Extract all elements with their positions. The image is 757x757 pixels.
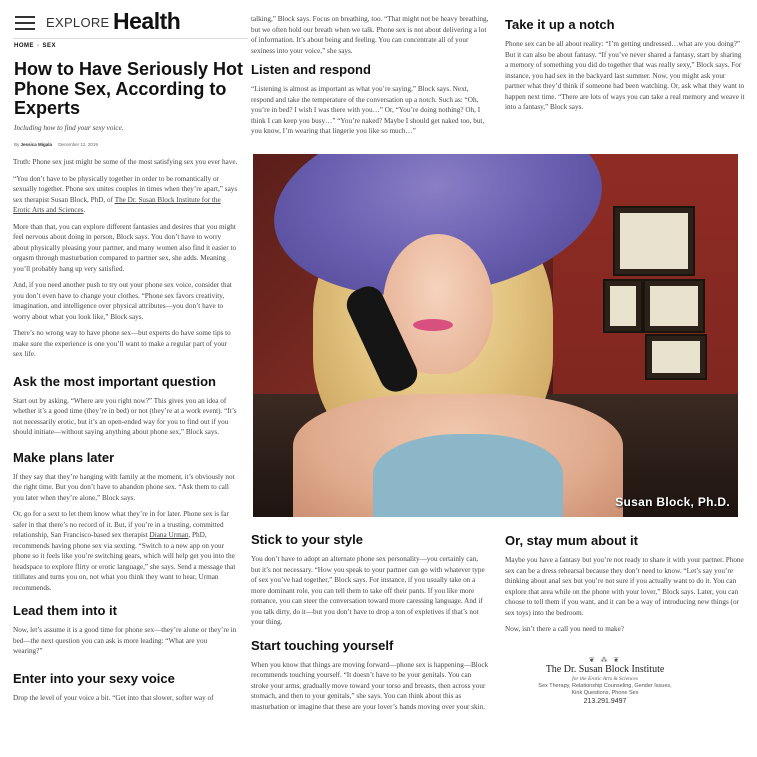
institute-services: Sex Therapy, Relationship Counseling, Gender Issues, — [538, 683, 672, 689]
paragraph: Or, go for a sext to let them know what they’re in for later. Phone sex is far safer in that there’s no record of it. But, if you’re in a trusting, committed relationship, San Francisco-based sex therapist Diana Urman, PhD, recommends having phone sex via sexting. “Switch to a new app on your phone so it feels like you’re switching gears, which will help get you into the headspace to explore flirty or erotic language,” she says. Send a message that titillates and turns you on, not what you think they want to hear, Urman recommends. — [13, 510, 236, 592]
paragraph: There’s no wrong way to have phone sex—but experts do have some tips to make sure the experience is one you’ll want to make a regular part of your sex life. — [13, 329, 231, 358]
institute-subtitle: for the Erotic Arts & Sciences — [572, 676, 638, 682]
section-heading-lead: Lead them into it — [13, 603, 117, 618]
article-photo — [253, 154, 738, 517]
breadcrumb-section[interactable]: SEX — [42, 43, 57, 49]
diploma-frame — [645, 334, 707, 380]
paragraph: Phone sex can be all about reality: “I’m getting undressed…what are you doing?” But it can also be about fantasy. “If you’ve never shared a fantasy, start by sharing a memory of something you did do together that was really sexy,” Block says. For instance, you had sex in the backyard last summer. Now, you might ask your partner what they’d think if someone had been watching. Or, ask what they want to happen next time. “There are lots of ways you can take a real memory and weave it into a fantasy,” Block says. — [505, 40, 745, 111]
section-heading-style: Stick to your style — [251, 532, 363, 547]
diploma-frame — [603, 279, 643, 333]
paragraph: And, if you need another push to try out your phone sex voice, consider that you don’t even have to change your clothes. “Phone sex favors creativity, imagination, and intelligence over physical attributes—you don’t have to worry about what you look like,” Block says. — [13, 281, 232, 321]
photo-caption: Susan Block, Ph.D. — [615, 495, 730, 509]
chevron-right-icon: › — [37, 43, 40, 49]
site-logo[interactable]: Health — [113, 8, 181, 34]
column-right-top — [505, 17, 745, 119]
paragraph: Maybe you have a fantasy but you’re not ready to share it with your partner. Phone sex can be a dress rehearsal because they don’t need to know. “Let’s say you’re thinking about anal sex but you’re not sure if you actually want to do it. You can explore that area while on the phone with your lover,” Block says. Later, you can choose to tell them if you want, and it can be a way of introducing new things (or sex toys) into the bedroom. — [505, 556, 744, 617]
paragraph: talking,” Block says. Focus on breathing, too. “That might not be heavy breathing, but we often hold our breath when we talk. Phone sex is not about delivering a lot of information. It’s about being and feeling. You can concentrate all of your sexiness into your voice,” she says. — [251, 15, 489, 55]
paragraph: Now, isn’t there a call you need to make? — [505, 625, 624, 633]
breadcrumb — [14, 43, 56, 49]
explore-link[interactable]: EXPLORE — [46, 15, 110, 30]
paragraph: “Listening is almost as important as what you’re saying,” Block says. Next, respond and take the temperature of the conversation up a notch. Such as: “Oh, you’re in bed? I wish I was there with you…” Or, “You’re doing nothing? Oh, I think I can keep you busy…” “You’re naked? Maybe I should get naked too, but, you know, I’m wearing that lingerie you like so much…” — [251, 85, 485, 135]
paragraph: Now, let’s assume it is a good time for phone sex—they’re alone or they’re in bed—the next question you can ask is more leading: “What are you wearing?” — [13, 626, 237, 655]
paragraph: More than that, you can explore different fantasies and desires that you might feel nervous about doing in person, Block says. You don’t have to worry about physically pleasing your partner, and many women also find it easier to orgasm through masturbation compared to partner sex, she adds. Meaning you’ll probably hang up very satisfied. — [13, 222, 237, 273]
diana-urman-link[interactable]: Diana Urman — [149, 531, 189, 539]
column-middle-bottom — [251, 532, 489, 718]
diploma-frame — [613, 206, 695, 276]
hamburger-menu-icon[interactable] — [15, 16, 35, 30]
section-heading-ask: Ask the most important question — [13, 373, 216, 389]
institute-logo — [505, 656, 705, 707]
site-header — [13, 8, 248, 39]
paragraph: If they say that they’re hanging with family at the moment, it’s obviously not the right time. But you don’t have to abandon phone sex. “Ask them to call you later when they’re alone,” Block says. — [13, 472, 235, 502]
section-heading-listen: Listen and respond — [251, 62, 371, 77]
institute-phone: 213.291.9497 — [583, 698, 627, 705]
institute-link[interactable]: The Dr. Susan Block Institute for the Erotic Arts and Sciences — [13, 195, 221, 214]
breadcrumb-home[interactable]: HOME — [14, 43, 34, 49]
article-subtitle: Including how to find your sexy voice. — [14, 124, 124, 132]
section-heading-notch: Take it up a notch — [505, 17, 615, 32]
column-right-bottom — [505, 533, 745, 641]
article-title: How to Have Seriously Hot Phone Sex, According to Experts — [14, 59, 244, 118]
ornament-icon: ❦ ⁂ ❦ — [588, 656, 622, 664]
section-heading-mum: Or, stay mum about it — [505, 533, 638, 548]
paragraph: You don’t have to adopt an alternate phone sex personality—you certainly can, but it’s not necessary. “How you speak to your partner can go with whatever type of sex you’ve had together,” Block says. For instance, if you usually take on a more dominant role, you can tell them to take off their pants. If you like more romance, you can steer the conversation toward more caressing language. And if you talk dirty, do it—but you don’t have to drop a ton of expletives if that’s not your thing. — [251, 555, 485, 626]
section-heading-plans: Make plans later — [13, 449, 115, 465]
institute-services: Kink Questions, Phone Sex — [571, 690, 639, 696]
diploma-frame — [643, 279, 705, 333]
paragraph: “You don’t have to be physically together in order to be romantically or sexually together. Phone sex unites couples in times when they’re apart,” says sex therapist Susan Block, PhD, of The Dr. Susan Block Institute for the Erotic Arts and Sciences. — [13, 174, 238, 214]
author-name[interactable]: Jessica Migala — [20, 142, 53, 147]
column-left — [13, 157, 238, 709]
institute-name: The Dr. Susan Block Institute — [545, 664, 665, 675]
paragraph: Drop the level of your voice a bit. “Get into that slower, softer way of — [13, 693, 214, 702]
column-middle-top — [251, 14, 489, 143]
paragraph: When you know that things are moving forward—phone sex is happening—Block recommends touching yourself. “It doesn’t have to be your genitals. You can stroke your arms, gradually move toward your torso and breasts, then across your stomach, and then to your genitals,” she says. You can think about this as masturbation or imagine that these are your lover’s hands moving over your skin. — [251, 660, 489, 711]
paragraph: Start out by asking, “Where are you right now?” This gives you an idea of whether it’s a good time (they’re in bed) or not (they’re at a work event). “It’s not necessarily erotic, but it’s an open-ended way for you to find out if you should initiate—without saying anything about phone sex,” Block says. — [13, 396, 237, 436]
section-heading-touch: Start touching yourself — [251, 637, 394, 653]
article-date: December 12, 2019 — [58, 142, 98, 147]
article-byline: By Jessica Migala December 12, 2019 — [14, 142, 98, 147]
paragraph: Truth: Phone sex just might be some of the most satisfying sex you ever have. — [13, 158, 238, 166]
section-heading-voice: Enter into your sexy voice — [13, 670, 175, 686]
